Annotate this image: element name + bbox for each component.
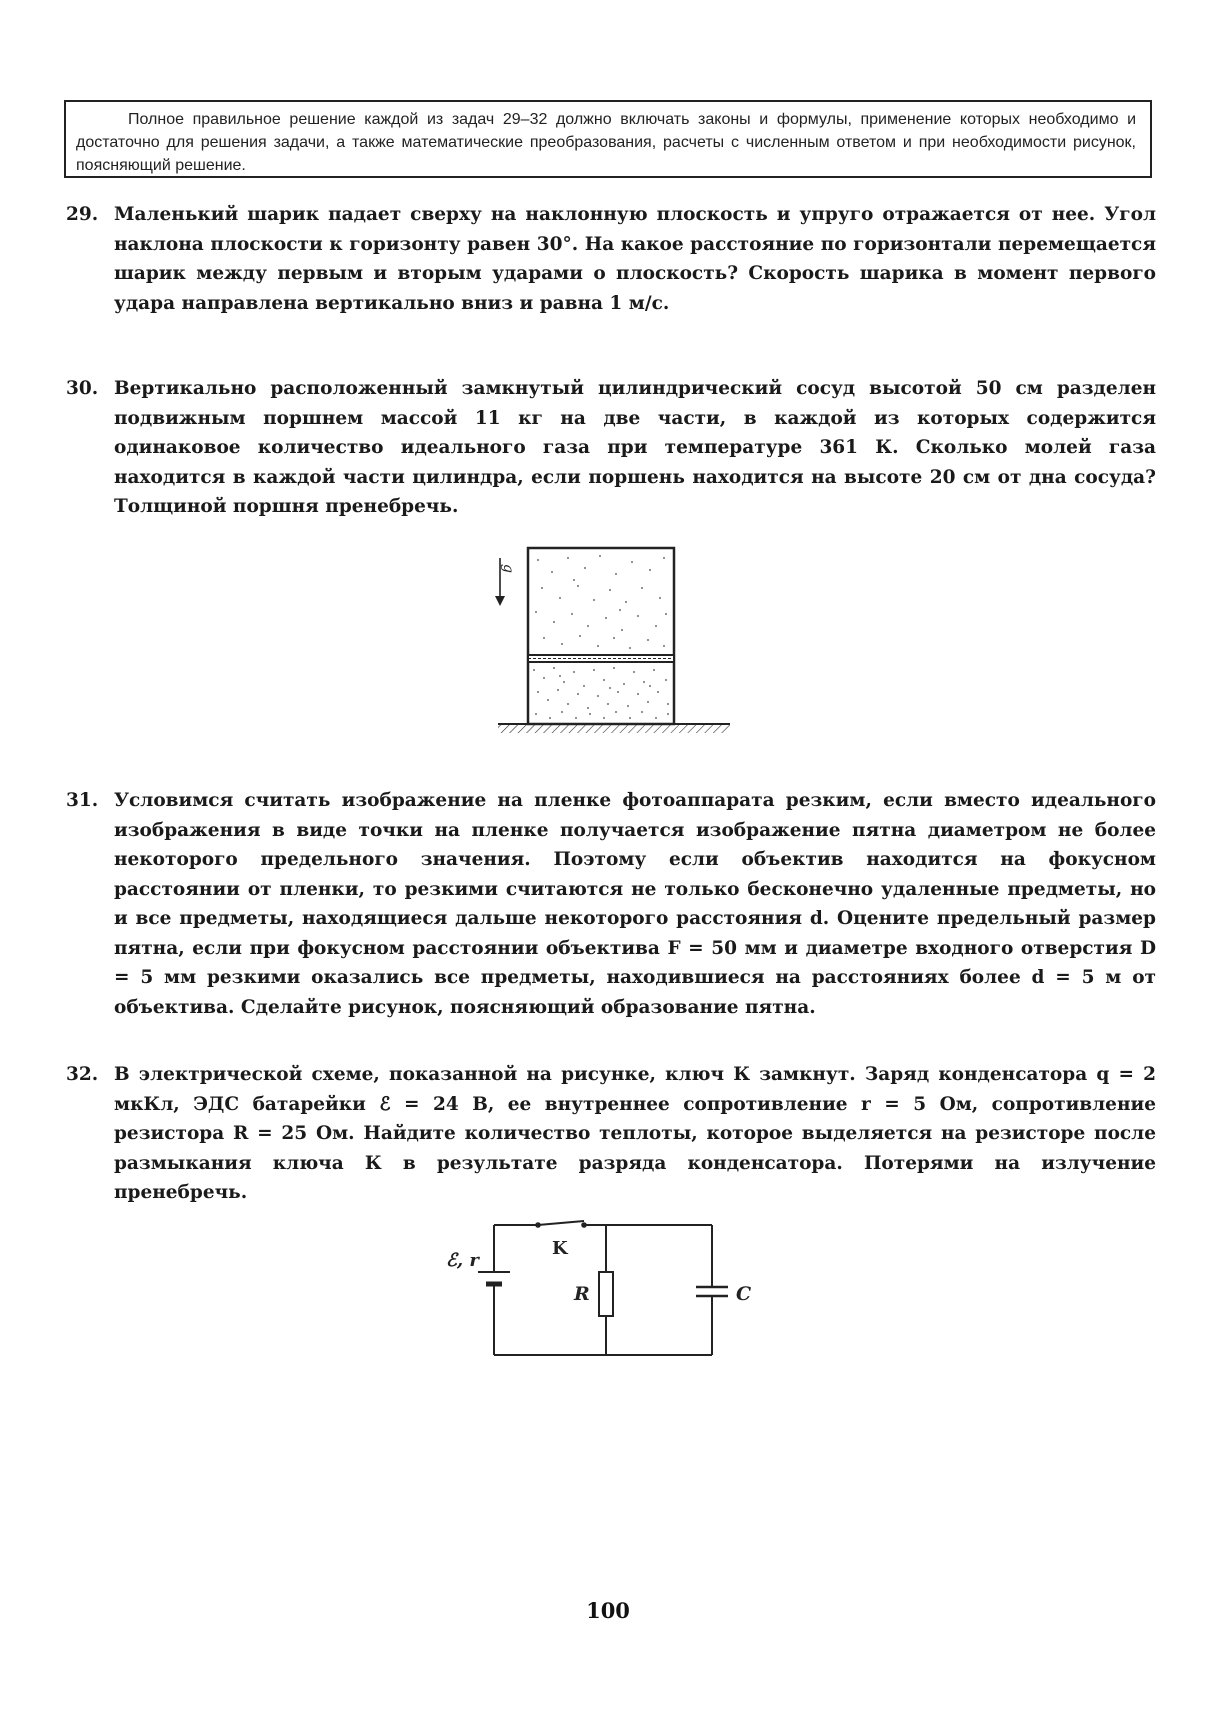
- upper-gas: [535, 555, 667, 649]
- battery-label: ℰ, r: [446, 1250, 479, 1271]
- problem-number: 32.: [66, 1064, 99, 1085]
- ground: [498, 724, 730, 733]
- capacitor-label: C: [736, 1283, 752, 1305]
- page-number: 100: [586, 1598, 630, 1623]
- instructions-text: Полное правильное решение каждой из задач 29–32 должно включать законы и формулы, применение которых необходимо и достаточно для решения задачи, а также математические преобразования, расчеты с численным ответом и при необходимости рисунок, поясняющий решение.: [76, 111, 1136, 174]
- lower-gas: [533, 667, 669, 719]
- problem-text: В электрической схеме, показанной на рисунке, ключ К замкнут. Заряд конденсатора q = 2 мкКл, ЭДС батарейки ℰ = 24 В, ее внутреннее сопротивление r = 5 Ом, сопротивление резистора R = 25 Ом. Найдите количество теплоты, которое выделяется на резисторе после размыкания ключа К в результате разряда конденсатора. Потерями на излучение пренебречь.: [114, 1064, 1156, 1203]
- problem-31: [66, 786, 1156, 1022]
- capacitor: [696, 1287, 728, 1296]
- problem-text: Вертикально расположенный замкнутый цилиндрический сосуд высотой 50 см разделен подвижным поршнем массой 11 кг на две части, в каждой из которых содержится одинаковое количество идеального газа при температуре 361 К. Сколько молей газа находится в каждой части цилиндра, если поршень находится на высоте 20 см от дна сосуда? Толщиной поршня пренебречь.: [114, 378, 1156, 517]
- gravity-label: g: [500, 564, 516, 573]
- problem-text: Условимся считать изображение на пленке фотоаппарата резким, если вместо идеального изображения в виде точки на пленке получается изображение пятна диаметром не более некоторого предельного значения. Поэтому если объектив находится на фокусном расстоянии от пленки, то резкими считаются не только бесконечно удаленные предметы, но и все предметы, находящиеся дальше некоторого расстояния d. Оцените предельный размер пятна, если при фокусном расстоянии объектива F = 50 мм и диаметре входного отверстия D = 5 мм резкими оказались все предметы, находившиеся на расстояниях более d = 5 м от объектива. Сделайте рисунок, поясняющий образование пятна.: [114, 790, 1156, 1018]
- instructions-box: [64, 100, 1152, 178]
- vessel-outline: [528, 548, 674, 724]
- problem-number: 30.: [66, 378, 99, 399]
- problem-text: Маленький шарик падает сверху на наклонную плоскость и упруго отражается от нее. Угол наклона плоскости к горизонту равен 30°. На какое расстояние по горизонтали перемещается шарик между первым и вторым ударами о плоскость? Скорость шарика в момент первого удара направлена вертикально вниз и равна 1 м/с.: [114, 204, 1156, 314]
- battery: [478, 1272, 510, 1284]
- key-switch: [536, 1221, 586, 1227]
- key-label: K: [552, 1238, 568, 1259]
- problem-number: 31.: [66, 790, 99, 811]
- resistor-label: R: [574, 1283, 590, 1305]
- problem-30: [66, 374, 1156, 522]
- problem-32: [66, 1060, 1156, 1208]
- problem-number: 29.: [66, 204, 99, 225]
- problem-29: [66, 200, 1156, 318]
- circuit-figure: [440, 1210, 770, 1370]
- cylinder-figure: [490, 540, 740, 740]
- resistor: [599, 1272, 613, 1316]
